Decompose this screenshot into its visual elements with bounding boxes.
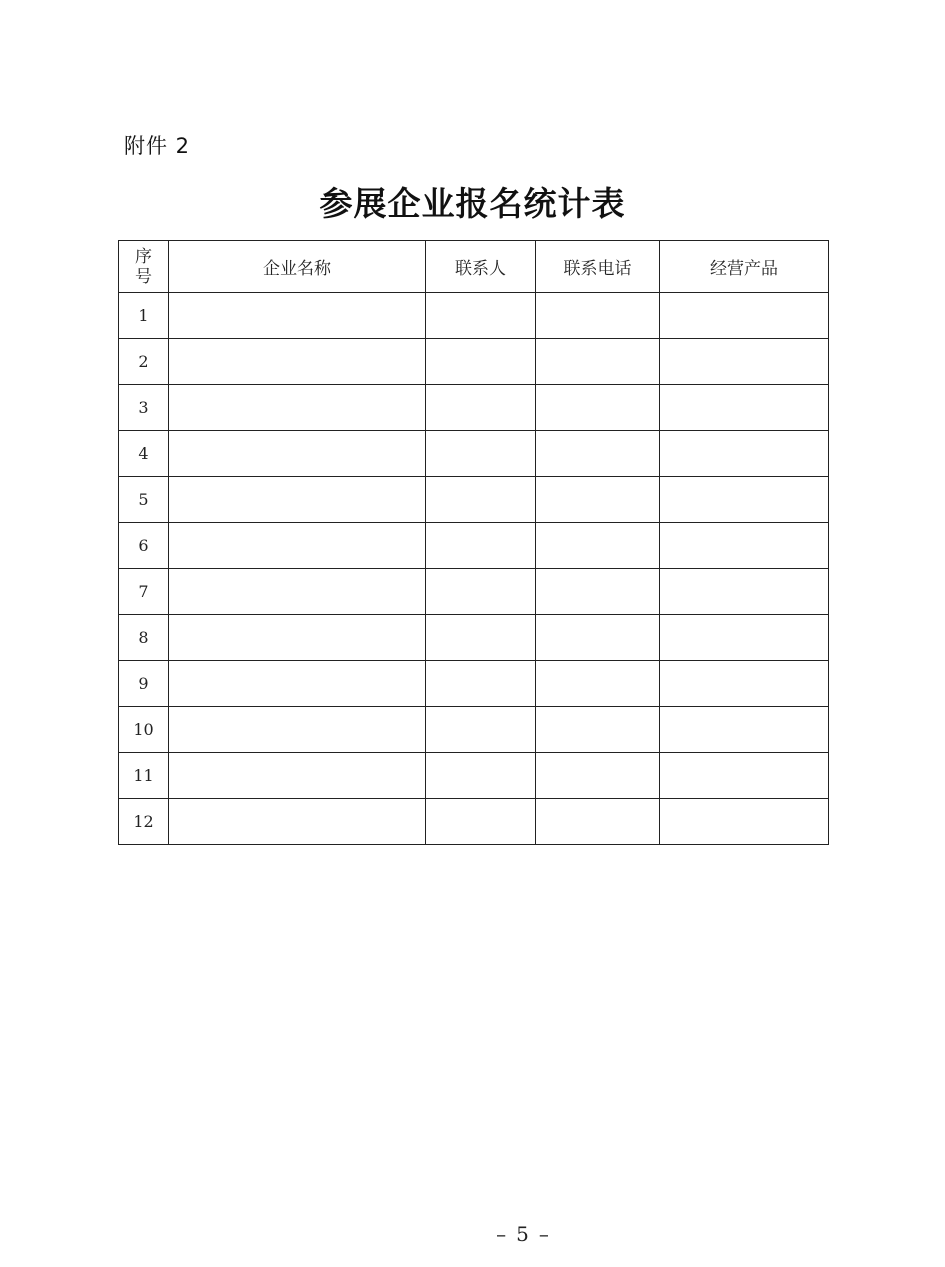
registration-table xyxy=(118,240,829,845)
company-name-cell[interactable] xyxy=(169,477,426,523)
row-seq-cell: 1 xyxy=(119,293,169,339)
contact-person-cell[interactable] xyxy=(426,385,536,431)
contact-phone-cell[interactable] xyxy=(536,615,660,661)
products-cell[interactable] xyxy=(660,385,829,431)
company-name-cell[interactable] xyxy=(169,385,426,431)
seq-header-line1: 序 xyxy=(135,246,152,267)
company-name-cell[interactable] xyxy=(169,293,426,339)
table-row xyxy=(119,569,829,615)
row-seq-cell: 3 xyxy=(119,385,169,431)
contact-person-cell[interactable] xyxy=(426,477,536,523)
table-header-row xyxy=(119,241,829,293)
row-seq-cell: 7 xyxy=(119,569,169,615)
company-name-cell[interactable] xyxy=(169,753,426,799)
contact-person-cell[interactable] xyxy=(426,569,536,615)
table-row xyxy=(119,339,829,385)
contact-phone-cell[interactable] xyxy=(536,569,660,615)
table-row xyxy=(119,431,829,477)
contact-person-cell[interactable] xyxy=(426,615,536,661)
page-dash-left: – xyxy=(496,1222,517,1246)
table-row xyxy=(119,615,829,661)
products-cell[interactable] xyxy=(660,293,829,339)
products-cell[interactable] xyxy=(660,799,829,845)
row-seq-cell: 10 xyxy=(119,707,169,753)
page-title: 参展企业报名统计表 xyxy=(319,184,626,223)
products-cell[interactable] xyxy=(660,615,829,661)
column-header-seq xyxy=(119,241,169,293)
products-cell[interactable] xyxy=(660,707,829,753)
contact-person-cell[interactable] xyxy=(426,339,536,385)
contact-person-cell[interactable] xyxy=(426,707,536,753)
contact-phone-cell[interactable] xyxy=(536,799,660,845)
contact-phone-cell[interactable] xyxy=(536,385,660,431)
table-row xyxy=(119,477,829,523)
contact-phone-cell[interactable] xyxy=(536,707,660,753)
row-seq-cell: 2 xyxy=(119,339,169,385)
row-seq-cell: 12 xyxy=(119,799,169,845)
products-cell[interactable] xyxy=(660,431,829,477)
products-cell[interactable] xyxy=(660,339,829,385)
row-seq-cell: 4 xyxy=(119,431,169,477)
table-body xyxy=(119,293,829,845)
contact-phone-cell[interactable] xyxy=(536,523,660,569)
company-name-cell[interactable] xyxy=(169,799,426,845)
contact-phone-cell[interactable] xyxy=(536,661,660,707)
contact-phone-cell[interactable] xyxy=(536,431,660,477)
products-cell[interactable] xyxy=(660,661,829,707)
contact-person-cell[interactable] xyxy=(426,293,536,339)
table-row xyxy=(119,293,829,339)
company-name-cell[interactable] xyxy=(169,707,426,753)
company-name-cell[interactable] xyxy=(169,431,426,477)
row-seq-cell: 11 xyxy=(119,753,169,799)
column-header-products: 经营产品 xyxy=(660,241,829,293)
company-name-cell[interactable] xyxy=(169,661,426,707)
company-name-cell[interactable] xyxy=(169,523,426,569)
contact-person-cell[interactable] xyxy=(426,661,536,707)
company-name-cell[interactable] xyxy=(169,569,426,615)
contact-person-cell[interactable] xyxy=(426,431,536,477)
table-row xyxy=(119,799,829,845)
row-seq-cell: 9 xyxy=(119,661,169,707)
company-name-cell[interactable] xyxy=(169,615,426,661)
table-row xyxy=(119,753,829,799)
column-header-contact-phone: 联系电话 xyxy=(536,241,660,293)
page-number-value: 5 xyxy=(516,1222,539,1246)
products-cell[interactable] xyxy=(660,569,829,615)
products-cell[interactable] xyxy=(660,477,829,523)
contact-phone-cell[interactable] xyxy=(536,753,660,799)
table-row xyxy=(119,707,829,753)
table-row xyxy=(119,523,829,569)
products-cell[interactable] xyxy=(660,753,829,799)
page-number xyxy=(0,1222,945,1246)
contact-person-cell[interactable] xyxy=(426,799,536,845)
company-name-cell[interactable] xyxy=(169,339,426,385)
column-header-contact-person: 联系人 xyxy=(426,241,536,293)
row-seq-cell: 5 xyxy=(119,477,169,523)
contact-phone-cell[interactable] xyxy=(536,477,660,523)
row-seq-cell: 8 xyxy=(119,615,169,661)
table-row xyxy=(119,661,829,707)
page-dash-right: – xyxy=(538,1222,559,1246)
row-seq-cell: 6 xyxy=(119,523,169,569)
contact-phone-cell[interactable] xyxy=(536,339,660,385)
column-header-company-name: 企业名称 xyxy=(169,241,426,293)
contact-phone-cell[interactable] xyxy=(536,293,660,339)
contact-person-cell[interactable] xyxy=(426,523,536,569)
products-cell[interactable] xyxy=(660,523,829,569)
seq-header-line2: 号 xyxy=(135,266,152,287)
table-row xyxy=(119,385,829,431)
attachment-label: 附件 2 xyxy=(124,134,191,158)
contact-person-cell[interactable] xyxy=(426,753,536,799)
